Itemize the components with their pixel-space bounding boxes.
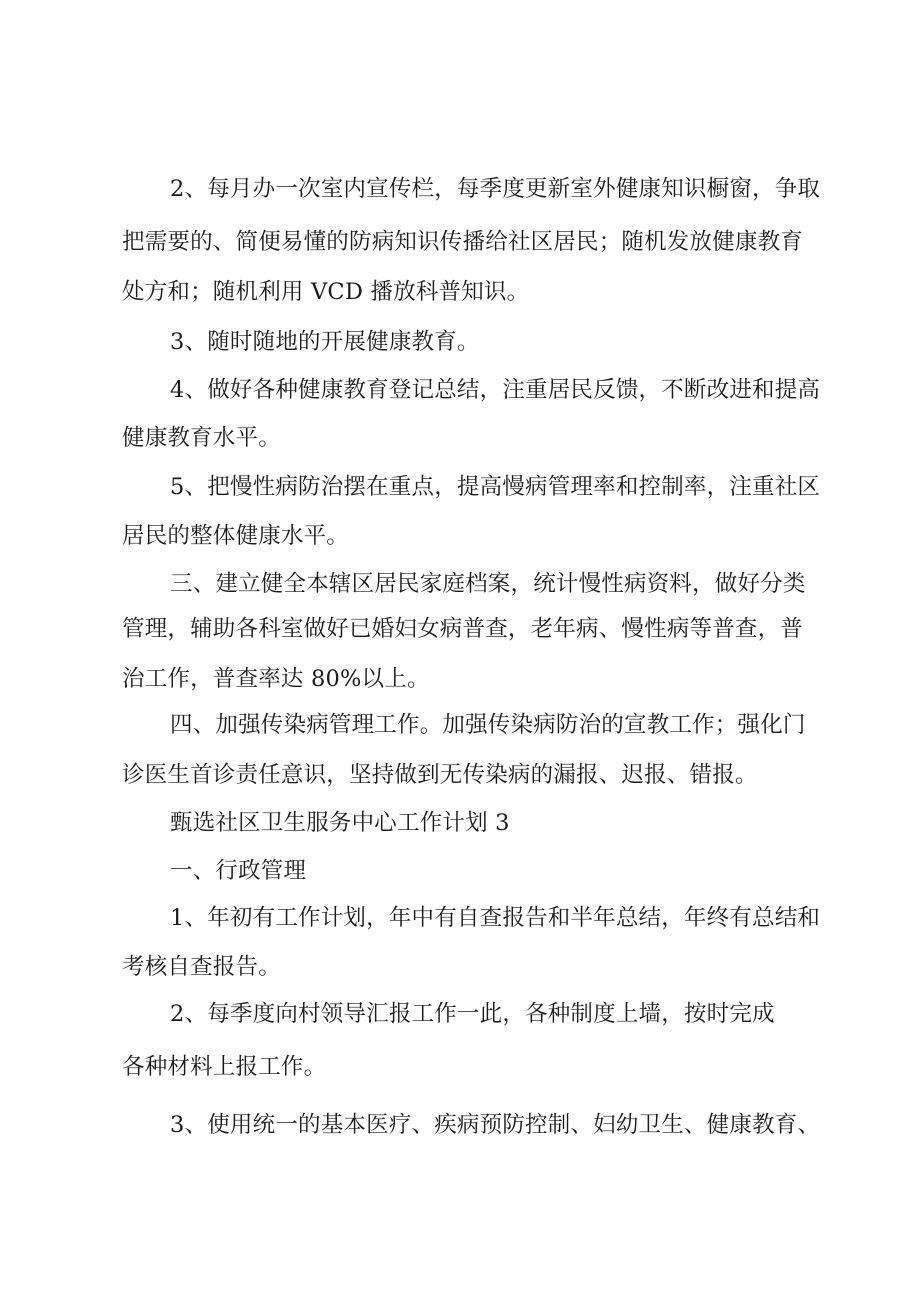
paragraph-line: 处方和；随机利用 VCD 播放科普知识。 bbox=[122, 279, 530, 305]
paragraph-line: 健康教育水平。 bbox=[122, 425, 281, 451]
paragraph-line: 考核自查报告。 bbox=[122, 954, 281, 980]
paragraph-line: 1、年初有工作计划，年中有自查报告和半年总结，年终有总结和 bbox=[170, 905, 821, 931]
paragraph-line: 各种材料上报工作。 bbox=[122, 1054, 327, 1080]
paragraph-line: 管理，辅助各科室做好已婚妇女病普查，老年病、慢性病等普查，普 bbox=[122, 616, 804, 642]
paragraph-line: 居民的整体健康水平。 bbox=[122, 523, 350, 549]
paragraph-line: 2、每季度向村领导汇报工作一此，各种制度上墙，按时完成 bbox=[170, 1001, 775, 1027]
section-heading: 甄选社区卫生服务中心工作计划 3 bbox=[170, 810, 510, 836]
paragraph-line: 3、随时随地的开展健康教育。 bbox=[170, 329, 480, 355]
paragraph-line: 治工作，普查率达 80%以上。 bbox=[122, 666, 430, 692]
paragraph-line: 5、把慢性病防治摆在重点，提高慢病管理率和控制率，注重社区 bbox=[170, 474, 821, 500]
paragraph-line: 3、使用统一的基本医疗、疾病预防控制、妇幼卫生、健康教育、 bbox=[170, 1112, 821, 1138]
paragraph-line: 四、加强传染病管理工作。加强传染病防治的宣教工作；强化门 bbox=[170, 712, 806, 738]
paragraph-line: 诊医生首诊责任意识，坚持做到无传染病的漏报、迟报、错报。 bbox=[122, 762, 758, 788]
section-heading: 一、行政管理 bbox=[170, 858, 307, 884]
paragraph-line: 4、做好各种健康教育登记总结，注重居民反馈，不断改进和提高 bbox=[170, 377, 821, 403]
paragraph-line: 三、建立健全本辖区居民家庭档案，统计慢性病资料，做好分类 bbox=[170, 571, 806, 597]
paragraph-line: 把需要的、简便易懂的防病知识传播给社区居民；随机发放健康教育 bbox=[122, 229, 804, 255]
paragraph-line: 2、每月办一次室内宣传栏，每季度更新室外健康知识橱窗，争取 bbox=[170, 176, 821, 202]
